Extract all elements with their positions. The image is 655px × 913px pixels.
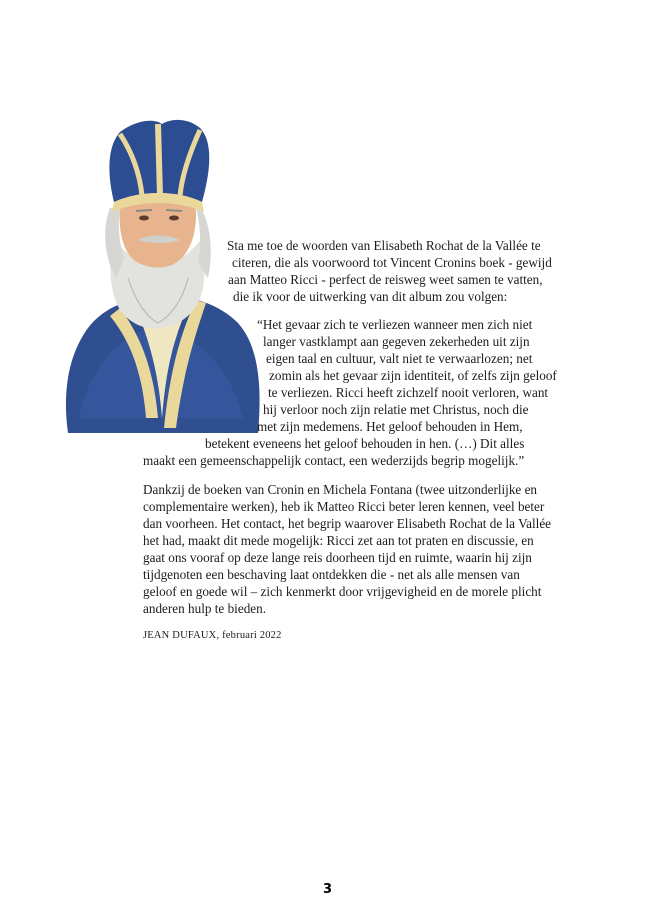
body-line: het had, maakt dit mede mogelijk: Ricci zet aan tot praten en discussie, en — [143, 533, 534, 548]
signature: JEAN DUFAUX, februari 2022 — [143, 630, 282, 641]
body-line: dan voorheen. Het contact, het begrip waarover Elisabeth Rochat de la Vallée — [143, 516, 552, 531]
body-line: complementaire werken), heb ik Matteo Ricci beter leren kennen, veel beter — [143, 499, 545, 514]
body-line: tijdgenoten een beschaving laat ontdekken die - net als alle mensen van — [143, 567, 520, 582]
body-line: gaat ons vooraf op deze lange reis doorheen tijd en ruimte, waarin hij zijn — [143, 550, 532, 565]
intro-line: aan Matteo Ricci - perfect de reisweg weet samen te vatten, — [228, 272, 543, 287]
body-line: geloof en goede wil – zich kenmerkt door vrijgevigheid en de morele plicht — [143, 584, 542, 599]
quote-line: eigen taal en cultuur, valt niet te verwaarlozen; net — [266, 351, 533, 366]
quote-line: zomin als het gevaar zijn identiteit, of zelfs zijn geloof — [269, 368, 557, 383]
page-number: 3 — [322, 882, 333, 897]
quote-line: maakt een gemeenschappelijk contact, een wederzijds begrip mogelijk.” — [143, 453, 525, 468]
intro-line: die ik voor de uitwerking van dit album zou volgen: — [233, 289, 508, 304]
intro-line: Sta me toe de woorden van Elisabeth Rochat de la Vallée te — [227, 238, 541, 253]
quote-line: hij verloor noch zijn relatie met Christus, noch die — [263, 402, 529, 417]
quote-line: betekent eveneens het geloof behouden in hen. (…) Dit alles — [205, 436, 525, 451]
body-line: Dankzij de boeken van Cronin en Michela Fontana (twee uitzonderlijke en — [143, 482, 538, 497]
intro-line: citeren, die als voorwoord tot Vincent Cronins boek - gewijd — [232, 255, 552, 270]
quote-line: langer vastklampt aan gegeven zekerheden uit zijn — [263, 334, 530, 349]
quote-line: met zijn medemens. Het geloof behouden in Hem, — [257, 419, 523, 434]
quote-line: “Het gevaar zich te verliezen wanneer men zich niet — [257, 317, 533, 332]
body-line: anderen hulp te bieden. — [143, 601, 267, 616]
quote-line: te verliezen. Ricci heeft zichzelf nooit verloren, want — [268, 385, 549, 400]
